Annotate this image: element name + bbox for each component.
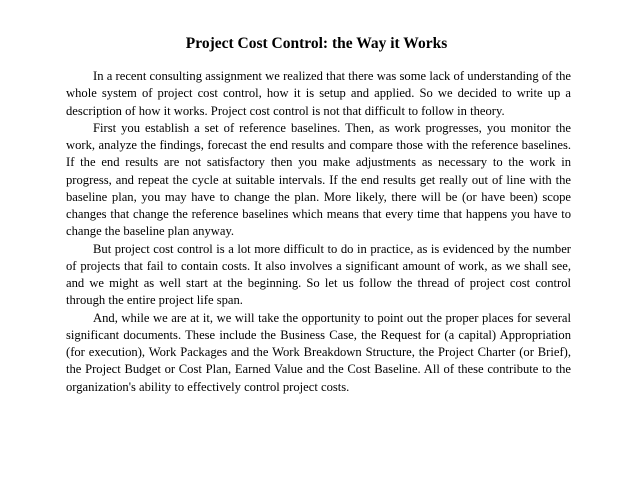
paragraph-introduction: In a recent consulting assignment we realized that there was some lack of understanding of the whole system of project cost control, how it is setup and applied. So we decided to write up a description of how it works. Project cost control is not that difficult to follow in theory. — [66, 69, 571, 118]
document-body — [66, 68, 571, 396]
paragraph-practice: But project cost control is a lot more difficult to do in practice, as is evidenced by the number of projects that fail to contain costs. It also involves a significant amount of work, as we shall see, and we might as well start at the beginning. So let us follow the thread of project cost control through the entire project life span. — [66, 241, 571, 308]
paragraph-baselines: First you establish a set of reference baselines. Then, as work progresses, you monitor the work, analyze the findings, forecast the end results and compare those with the reference baselines. If the end results are not satisfactory then you make adjustments as necessary to the work in progress, and repeat the cycle at suitable intervals. If the end results get really out of line with the baseline plan, you may have to change the plan. More likely, there will be (or have been) scope changes that change the reference baselines which means that every time that happens you have to change the baseline plan anyway. — [66, 120, 571, 239]
document-title: Project Cost Control: the Way it Works — [185, 35, 448, 52]
paragraph-documents: And, while we are at it, we will take the opportunity to point out the proper places for several significant documents. These include the Business Case, the Request for (a capital) Appropriation (for execution), Work Packages and the Work Breakdown Structure, the Project Charter (or Brief), the Project Budget or Cost Plan, Earned Value and the Cost Baseline. All of these contribute to the organization's ability to effectively control project costs. — [66, 310, 571, 394]
